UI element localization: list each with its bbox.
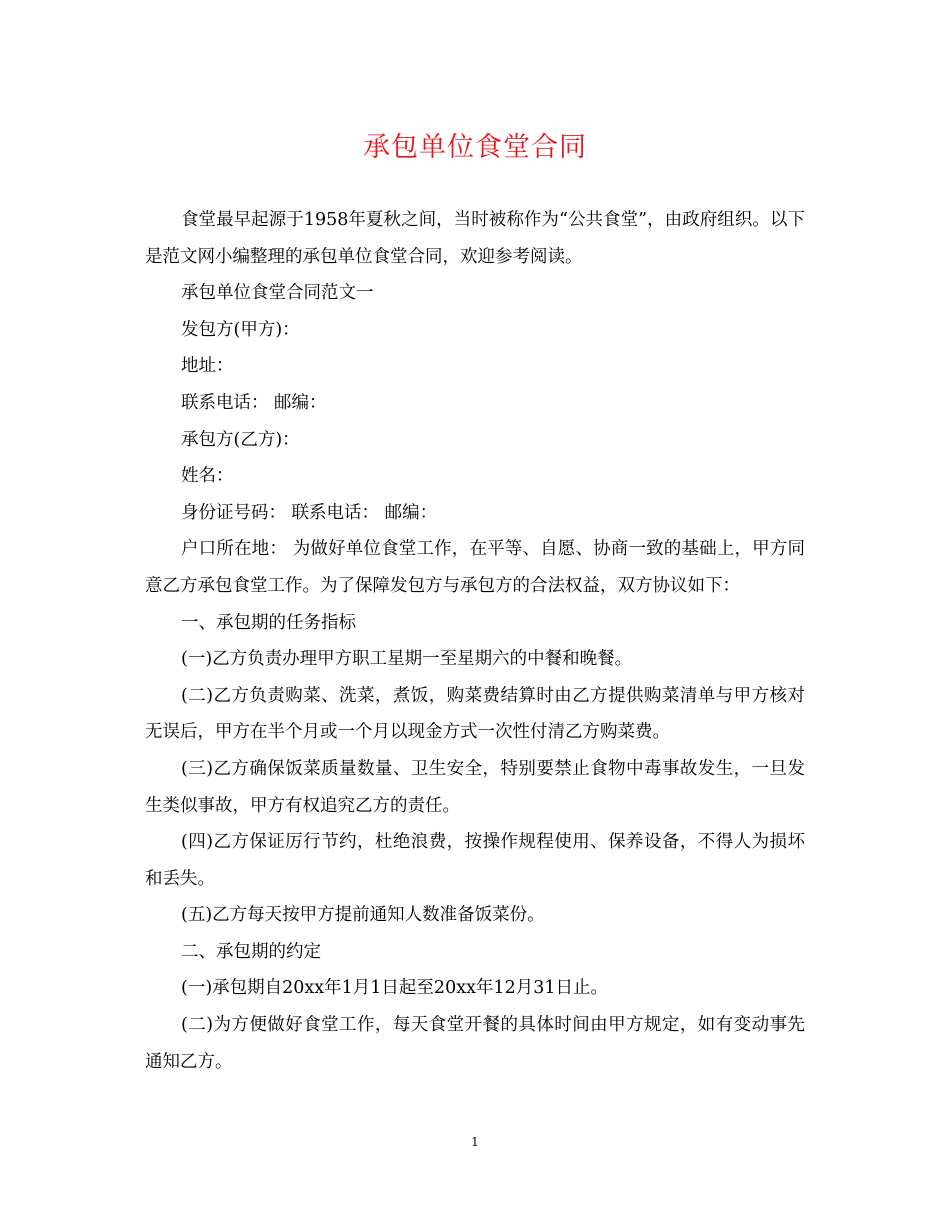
- paragraph-address: 地址：: [181, 356, 234, 377]
- paragraph-party-a: 发包方(甲方)：: [181, 319, 300, 340]
- paragraph-intro: 食堂最早起源于1958年夏秋之间，当时被称作为“公共食堂”，由政府组织。以下是范文网小编整理的承包单位食堂合同，欢迎参考阅读。: [145, 210, 805, 267]
- paragraph-item-1-2: (二)乙方负责购菜、洗菜，煮饭，购菜费结算时由乙方提供购菜清单与甲方核对无误后，甲方在半个月或一个月以现金方式一次性付清乙方购菜费。: [145, 685, 805, 743]
- paragraph-item-1-1: (一)乙方负责办理甲方职工星期一至星期六的中餐和晚餐。: [181, 649, 633, 670]
- paragraph-section-1-heading: 一、承包期的任务指标: [181, 612, 356, 633]
- paragraph-id-number: 身份证号码： 联系电话： 邮编：: [181, 502, 438, 523]
- paragraph-registration: 户口所在地： 为做好单位食堂工作，在平等、自愿、协商一致的基础上，甲方同意乙方承包食堂工作。为了保障发包方与承包方的合法权益，双方协议如下：: [145, 539, 805, 596]
- paragraph-name: 姓名：: [181, 466, 234, 487]
- document-body: [145, 202, 805, 1080]
- paragraph-section-2-heading: 二、承包期的约定: [181, 941, 321, 962]
- paragraph-phone-postcode: 联系电话： 邮编：: [181, 392, 327, 413]
- paragraph-sample-heading: 承包单位食堂合同范文一: [181, 283, 374, 304]
- paragraph-item-1-5: (五)乙方每天按甲方提前通知人数准备饭菜份。: [181, 905, 545, 926]
- paragraph-item-1-4: (四)乙方保证厉行节约，杜绝浪费，按操作规程使用、保养设备，不得人为损坏和丢失。: [145, 832, 805, 889]
- paragraph-item-2-1: (一)承包期自20xx年1月1日起至20xx年12月31日止。: [181, 978, 608, 999]
- paragraph-item-1-3: (三)乙方确保饭菜质量数量、卫生安全，特别要禁止食物中毒事故发生，一旦发生类似事故，甲方有权追究乙方的责任。: [145, 758, 805, 816]
- document-title: 承包单位食堂合同: [363, 132, 587, 163]
- paragraph-party-b: 承包方(乙方)：: [181, 429, 300, 450]
- paragraph-item-2-2: (二)为方便做好食堂工作，每天食堂开餐的具体时间由甲方规定，如有变动事先通知乙方。: [145, 1015, 805, 1072]
- page-number: 1: [471, 1135, 479, 1149]
